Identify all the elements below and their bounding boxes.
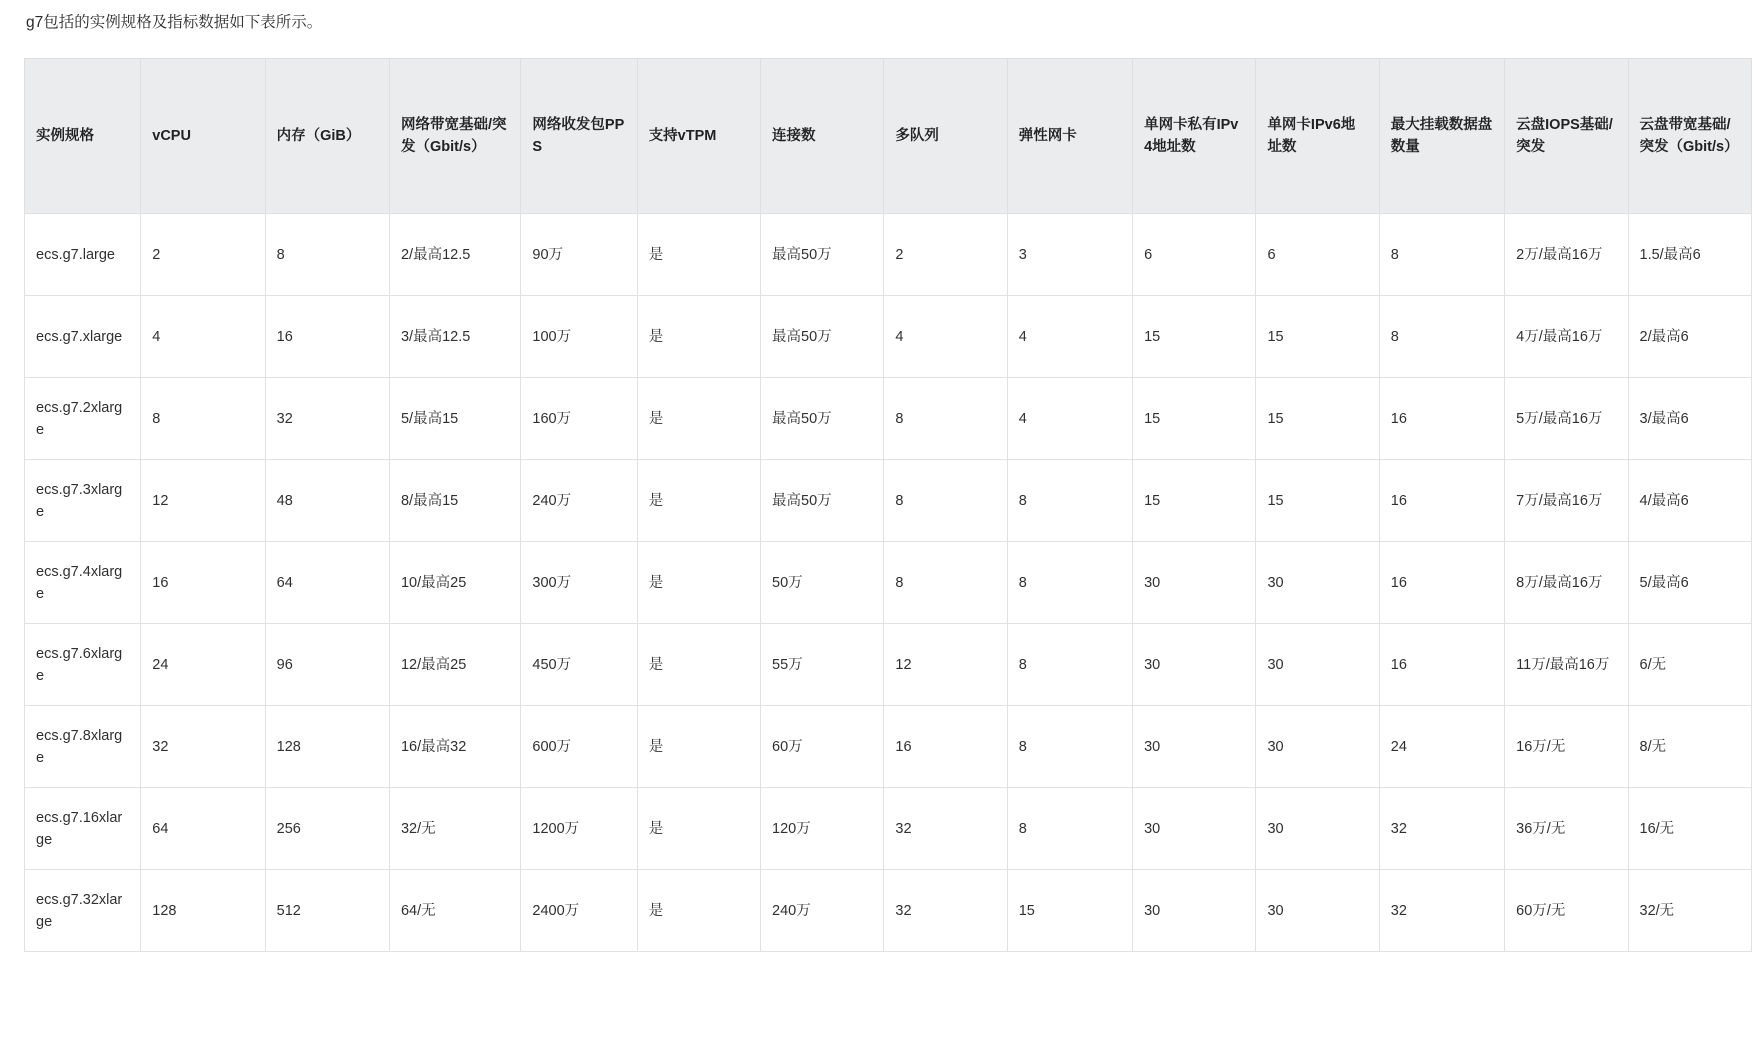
cell-queues: 2 bbox=[884, 214, 1007, 296]
cell-enis: 8 bbox=[1007, 788, 1132, 870]
header-row bbox=[25, 59, 1752, 214]
cell-memory: 64 bbox=[265, 542, 389, 624]
cell-disk-bandwidth: 1.5/最高6 bbox=[1628, 214, 1752, 296]
cell-disk-bandwidth: 2/最高6 bbox=[1628, 296, 1752, 378]
cell-instance-type: ecs.g7.16xlarge bbox=[25, 788, 141, 870]
cell-memory: 256 bbox=[265, 788, 389, 870]
cell-disk-bandwidth: 3/最高6 bbox=[1628, 378, 1752, 460]
cell-ipv4-per-eni: 30 bbox=[1133, 542, 1256, 624]
column-header-queues: 多队列 bbox=[884, 59, 1007, 214]
intro-paragraph: g7包括的实例规格及指标数据如下表所示。 bbox=[26, 14, 323, 31]
cell-instance-type: ecs.g7.6xlarge bbox=[25, 624, 141, 706]
column-header-network-pps: 网络收发包PPS bbox=[521, 59, 637, 214]
cell-enis: 4 bbox=[1007, 378, 1132, 460]
cell-vtpm: 是 bbox=[637, 870, 760, 952]
cell-ipv4-per-eni: 6 bbox=[1133, 214, 1256, 296]
column-header-ipv6-per-eni: 单网卡IPv6地址数 bbox=[1256, 59, 1379, 214]
cell-network-pps: 600万 bbox=[521, 706, 637, 788]
table-row bbox=[25, 788, 1752, 870]
cell-queues: 4 bbox=[884, 296, 1007, 378]
cell-queues: 32 bbox=[884, 870, 1007, 952]
cell-connections: 最高50万 bbox=[761, 296, 884, 378]
cell-max-data-disks: 32 bbox=[1379, 788, 1504, 870]
cell-network-pps: 240万 bbox=[521, 460, 637, 542]
cell-queues: 8 bbox=[884, 542, 1007, 624]
cell-disk-iops: 11万/最高16万 bbox=[1505, 624, 1628, 706]
cell-disk-bandwidth: 5/最高6 bbox=[1628, 542, 1752, 624]
cell-network-bandwidth: 12/最高25 bbox=[389, 624, 520, 706]
cell-connections: 120万 bbox=[761, 788, 884, 870]
cell-ipv4-per-eni: 15 bbox=[1133, 460, 1256, 542]
column-header-disk-iops: 云盘IOPS基础/突发 bbox=[1505, 59, 1628, 214]
cell-max-data-disks: 32 bbox=[1379, 870, 1504, 952]
column-header-enis: 弹性网卡 bbox=[1007, 59, 1132, 214]
cell-disk-bandwidth: 16/无 bbox=[1628, 788, 1752, 870]
table-row bbox=[25, 214, 1752, 296]
cell-instance-type: ecs.g7.4xlarge bbox=[25, 542, 141, 624]
table-row bbox=[25, 624, 1752, 706]
cell-vcpu: 2 bbox=[141, 214, 265, 296]
cell-network-bandwidth: 10/最高25 bbox=[389, 542, 520, 624]
cell-memory: 48 bbox=[265, 460, 389, 542]
cell-queues: 16 bbox=[884, 706, 1007, 788]
cell-vtpm: 是 bbox=[637, 788, 760, 870]
cell-memory: 96 bbox=[265, 624, 389, 706]
cell-ipv6-per-eni: 15 bbox=[1256, 378, 1379, 460]
cell-enis: 3 bbox=[1007, 214, 1132, 296]
cell-instance-type: ecs.g7.3xlarge bbox=[25, 460, 141, 542]
cell-ipv4-per-eni: 15 bbox=[1133, 296, 1256, 378]
cell-memory: 16 bbox=[265, 296, 389, 378]
cell-ipv6-per-eni: 30 bbox=[1256, 706, 1379, 788]
cell-enis: 8 bbox=[1007, 542, 1132, 624]
cell-network-pps: 2400万 bbox=[521, 870, 637, 952]
cell-disk-iops: 8万/最高16万 bbox=[1505, 542, 1628, 624]
table-row bbox=[25, 542, 1752, 624]
column-header-disk-bandwidth: 云盘带宽基础/突发（Gbit/s） bbox=[1628, 59, 1752, 214]
cell-disk-bandwidth: 32/无 bbox=[1628, 870, 1752, 952]
cell-connections: 最高50万 bbox=[761, 460, 884, 542]
cell-memory: 8 bbox=[265, 214, 389, 296]
cell-max-data-disks: 24 bbox=[1379, 706, 1504, 788]
cell-vcpu: 32 bbox=[141, 706, 265, 788]
cell-connections: 240万 bbox=[761, 870, 884, 952]
cell-memory: 32 bbox=[265, 378, 389, 460]
cell-enis: 8 bbox=[1007, 460, 1132, 542]
cell-ipv4-per-eni: 30 bbox=[1133, 706, 1256, 788]
cell-disk-bandwidth: 8/无 bbox=[1628, 706, 1752, 788]
cell-vcpu: 16 bbox=[141, 542, 265, 624]
cell-vtpm: 是 bbox=[637, 624, 760, 706]
instance-spec-table bbox=[24, 58, 1752, 952]
table-row bbox=[25, 870, 1752, 952]
cell-ipv4-per-eni: 30 bbox=[1133, 870, 1256, 952]
cell-max-data-disks: 16 bbox=[1379, 378, 1504, 460]
cell-disk-iops: 16万/无 bbox=[1505, 706, 1628, 788]
cell-max-data-disks: 16 bbox=[1379, 624, 1504, 706]
cell-connections: 最高50万 bbox=[761, 378, 884, 460]
column-header-connections: 连接数 bbox=[761, 59, 884, 214]
cell-queues: 8 bbox=[884, 378, 1007, 460]
cell-instance-type: ecs.g7.2xlarge bbox=[25, 378, 141, 460]
cell-network-pps: 100万 bbox=[521, 296, 637, 378]
cell-ipv6-per-eni: 30 bbox=[1256, 788, 1379, 870]
cell-vcpu: 64 bbox=[141, 788, 265, 870]
cell-ipv6-per-eni: 30 bbox=[1256, 870, 1379, 952]
cell-network-pps: 1200万 bbox=[521, 788, 637, 870]
table-row bbox=[25, 296, 1752, 378]
cell-disk-iops: 7万/最高16万 bbox=[1505, 460, 1628, 542]
cell-network-bandwidth: 2/最高12.5 bbox=[389, 214, 520, 296]
cell-disk-iops: 5万/最高16万 bbox=[1505, 378, 1628, 460]
cell-disk-iops: 2万/最高16万 bbox=[1505, 214, 1628, 296]
cell-instance-type: ecs.g7.32xlarge bbox=[25, 870, 141, 952]
cell-vcpu: 128 bbox=[141, 870, 265, 952]
column-header-network-bandwidth: 网络带宽基础/突发（Gbit/s） bbox=[389, 59, 520, 214]
cell-vcpu: 8 bbox=[141, 378, 265, 460]
cell-ipv6-per-eni: 15 bbox=[1256, 296, 1379, 378]
cell-max-data-disks: 16 bbox=[1379, 542, 1504, 624]
cell-disk-bandwidth: 6/无 bbox=[1628, 624, 1752, 706]
cell-network-bandwidth: 16/最高32 bbox=[389, 706, 520, 788]
cell-network-bandwidth: 8/最高15 bbox=[389, 460, 520, 542]
cell-ipv4-per-eni: 30 bbox=[1133, 624, 1256, 706]
cell-vcpu: 12 bbox=[141, 460, 265, 542]
table-row bbox=[25, 706, 1752, 788]
cell-disk-bandwidth: 4/最高6 bbox=[1628, 460, 1752, 542]
cell-disk-iops: 36万/无 bbox=[1505, 788, 1628, 870]
column-header-vcpu: vCPU bbox=[141, 59, 265, 214]
cell-network-bandwidth: 32/无 bbox=[389, 788, 520, 870]
cell-enis: 15 bbox=[1007, 870, 1132, 952]
cell-connections: 50万 bbox=[761, 542, 884, 624]
cell-queues: 8 bbox=[884, 460, 1007, 542]
cell-enis: 8 bbox=[1007, 706, 1132, 788]
cell-queues: 12 bbox=[884, 624, 1007, 706]
cell-max-data-disks: 16 bbox=[1379, 460, 1504, 542]
cell-queues: 32 bbox=[884, 788, 1007, 870]
cell-connections: 60万 bbox=[761, 706, 884, 788]
cell-network-bandwidth: 64/无 bbox=[389, 870, 520, 952]
cell-vtpm: 是 bbox=[637, 460, 760, 542]
cell-max-data-disks: 8 bbox=[1379, 296, 1504, 378]
column-header-memory: 内存（GiB） bbox=[265, 59, 389, 214]
table-row bbox=[25, 378, 1752, 460]
table-body bbox=[25, 214, 1752, 952]
table-row bbox=[25, 460, 1752, 542]
cell-memory: 512 bbox=[265, 870, 389, 952]
cell-network-pps: 300万 bbox=[521, 542, 637, 624]
cell-instance-type: ecs.g7.xlarge bbox=[25, 296, 141, 378]
cell-ipv6-per-eni: 30 bbox=[1256, 624, 1379, 706]
cell-ipv6-per-eni: 6 bbox=[1256, 214, 1379, 296]
cell-instance-type: ecs.g7.8xlarge bbox=[25, 706, 141, 788]
cell-vcpu: 24 bbox=[141, 624, 265, 706]
cell-instance-type: ecs.g7.large bbox=[25, 214, 141, 296]
cell-network-pps: 90万 bbox=[521, 214, 637, 296]
cell-enis: 8 bbox=[1007, 624, 1132, 706]
table-header bbox=[25, 59, 1752, 214]
cell-connections: 最高50万 bbox=[761, 214, 884, 296]
column-header-max-data-disks: 最大挂载数据盘数量 bbox=[1379, 59, 1504, 214]
column-header-vtpm: 支持vTPM bbox=[637, 59, 760, 214]
cell-vtpm: 是 bbox=[637, 706, 760, 788]
cell-network-bandwidth: 3/最高12.5 bbox=[389, 296, 520, 378]
cell-ipv4-per-eni: 15 bbox=[1133, 378, 1256, 460]
column-header-ipv4-per-eni: 单网卡私有IPv4地址数 bbox=[1133, 59, 1256, 214]
spec-table-container bbox=[24, 58, 1752, 952]
cell-ipv6-per-eni: 15 bbox=[1256, 460, 1379, 542]
cell-connections: 55万 bbox=[761, 624, 884, 706]
cell-vtpm: 是 bbox=[637, 378, 760, 460]
cell-disk-iops: 60万/无 bbox=[1505, 870, 1628, 952]
cell-max-data-disks: 8 bbox=[1379, 214, 1504, 296]
cell-ipv4-per-eni: 30 bbox=[1133, 788, 1256, 870]
cell-vcpu: 4 bbox=[141, 296, 265, 378]
cell-memory: 128 bbox=[265, 706, 389, 788]
cell-disk-iops: 4万/最高16万 bbox=[1505, 296, 1628, 378]
cell-enis: 4 bbox=[1007, 296, 1132, 378]
cell-network-bandwidth: 5/最高15 bbox=[389, 378, 520, 460]
column-header-instance-type: 实例规格 bbox=[25, 59, 141, 214]
cell-vtpm: 是 bbox=[637, 296, 760, 378]
cell-vtpm: 是 bbox=[637, 542, 760, 624]
cell-ipv6-per-eni: 30 bbox=[1256, 542, 1379, 624]
cell-network-pps: 160万 bbox=[521, 378, 637, 460]
cell-network-pps: 450万 bbox=[521, 624, 637, 706]
cell-vtpm: 是 bbox=[637, 214, 760, 296]
